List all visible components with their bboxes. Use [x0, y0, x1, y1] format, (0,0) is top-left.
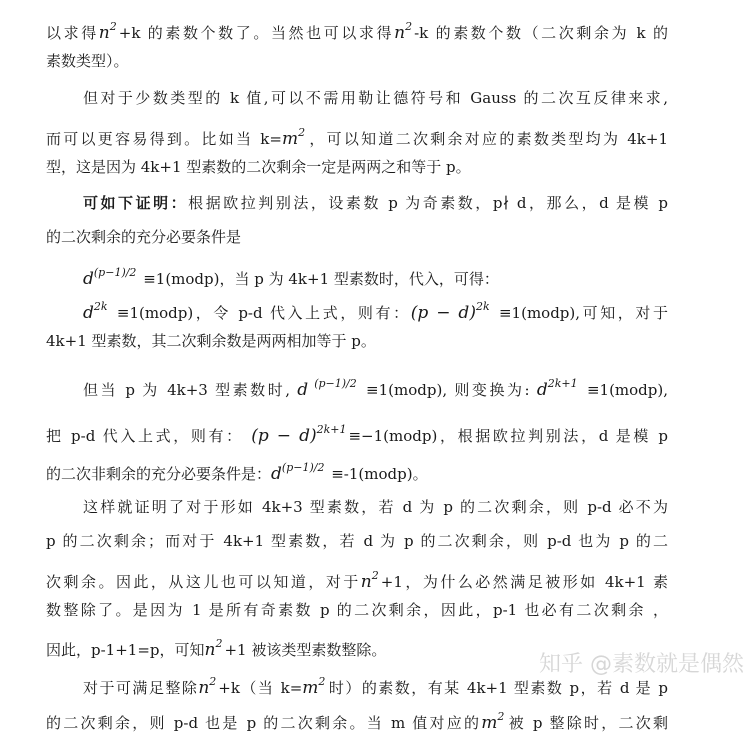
- math-exponent: 2: [318, 675, 326, 688]
- text-segment: ≡−1(modp)，根据欧拉判别法，d 是模 p: [348, 427, 668, 445]
- text-segment: 时）的素数，有某 4k+1 型素数 p，若 d 是 p: [327, 679, 668, 697]
- text-segment: 但对于少数类型的 k 值,可以不需用勒让德符号和 Gauss 的二次互反律来求,: [83, 89, 668, 107]
- math-exponent: 2: [215, 637, 223, 650]
- text-segment: ≡1(modp),: [579, 381, 668, 399]
- text-line: [46, 706, 668, 734]
- text-segment: 的二次剩余的充分必要条件是: [46, 228, 242, 246]
- text-segment: +1 被该类型素数整除。: [224, 641, 387, 659]
- math-exponent: 2: [298, 126, 306, 139]
- text-line: [46, 16, 668, 44]
- text-segment: 因此，p-1+1=p，可知: [46, 641, 205, 659]
- text-segment: 素数类型）。: [46, 52, 129, 70]
- text-segment: ≡1(modp), 则变换为:: [358, 381, 537, 399]
- math-exponent: 2: [497, 710, 505, 723]
- math-exponent: 2k: [93, 300, 108, 313]
- math-symbol: d: [536, 380, 548, 400]
- text-segment: 型，这是因为 4k+1 型素数的二次剩余一定是两两之和等于 p。: [46, 158, 471, 176]
- math-exponent: 2k+1: [316, 423, 347, 436]
- text-segment: 对于可满足整除: [83, 679, 199, 697]
- text-segment: +k（当 k=: [218, 679, 303, 697]
- text-line: [46, 565, 668, 593]
- math-symbol: n: [198, 678, 210, 698]
- text-segment: 以求得: [46, 24, 99, 42]
- text-segment: 但当 p 为 4k+3 型素数时,: [83, 381, 298, 399]
- math-exponent: (p−1)/2: [281, 461, 325, 474]
- text-segment: 这样就证明了对于形如 4k+3 型素数，若 d 为 p 的二次剩余，则 p-d 必不为: [83, 498, 668, 516]
- text-segment: 把 p-d 代入上式，则有：: [46, 427, 252, 445]
- math-symbol: (p − d): [251, 426, 317, 446]
- math-symbol: d: [83, 269, 94, 289]
- math-symbol: m: [302, 678, 319, 698]
- text-segment: 而可以更容易得到。比如当 k=: [46, 130, 282, 148]
- text-line: [83, 496, 668, 518]
- math-symbol: d: [83, 303, 94, 323]
- math-exponent: (p−1)/2: [308, 377, 357, 390]
- text-line: [46, 419, 668, 447]
- text-segment: 4k+1 型素数，其二次剩余数是两两相加等于 p。: [46, 332, 376, 350]
- math-exponent: 2: [109, 20, 117, 33]
- text-line: [83, 296, 668, 324]
- math-symbol: n: [98, 23, 110, 43]
- text-segment: -k 的素数个数（二次剩余为 k 的: [414, 24, 668, 42]
- text-segment: 数整除了。是因为 1 是所有奇素数 p 的二次剩余，因此，p-1 也必有二次剩余 ，: [46, 601, 668, 619]
- math-exponent: 2: [405, 20, 413, 33]
- math-exponent: (p−1)/2: [93, 266, 137, 279]
- text-segment: p 的二次剩余；而对于 4k+1 型素数，若 d 为 p 的二次剩余，则 p-d 也为 p 的二: [46, 532, 668, 550]
- math-symbol: d: [297, 380, 309, 400]
- math-exponent: 2: [209, 675, 217, 688]
- text-line: [46, 156, 668, 178]
- text-line: [83, 192, 668, 214]
- text-segment: 的二次剩余，则 p-d 也是 p 的二次剩余。当 m 值对应的: [46, 714, 482, 732]
- text-segment: ≡1(modp),可知，对于: [491, 304, 668, 322]
- text-segment: +k 的素数个数了。当然也可以求得: [118, 24, 395, 42]
- math-symbol: n: [360, 572, 372, 592]
- watermark: 知乎 @素数就是偶然: [539, 652, 744, 677]
- text-line: [46, 457, 668, 485]
- text-line: [83, 87, 668, 109]
- bold-text: 可如下证明：: [83, 194, 189, 212]
- math-exponent: 2k: [475, 300, 490, 313]
- text-segment: 次剩余。因此，从这儿也可以知道，对于: [46, 573, 361, 591]
- text-line: [46, 226, 668, 248]
- text-line: [46, 330, 668, 352]
- math-symbol: n: [204, 640, 216, 660]
- text-segment: ≡1(modp)，当 p 为 4k+1 型素数时，代入，可得：: [138, 270, 499, 288]
- math-exponent: 2k+1: [547, 377, 578, 390]
- text-line: [46, 122, 668, 150]
- math-symbol: n: [394, 23, 406, 43]
- math-symbol: d: [271, 464, 282, 484]
- text-line: [46, 530, 668, 552]
- math-exponent: 2: [371, 569, 379, 582]
- text-segment: 的二次非剩余的充分必要条件是：: [46, 465, 272, 483]
- text-segment: ≡-1(modp)。: [326, 465, 428, 483]
- text-line: [83, 373, 668, 401]
- text-segment: 根据欧拉判别法，设素数 p 为奇素数，p∤ d，那么，d 是模 p: [188, 194, 668, 212]
- text-line: [83, 262, 668, 290]
- math-symbol: m: [481, 713, 498, 733]
- text-segment: ≡1(modp)，令 p-d 代入上式，则有：: [109, 304, 411, 322]
- text-segment: 被 p 整除时，二次剩: [506, 714, 669, 732]
- text-segment: +1，为什么必然满足被形如 4k+1 素: [380, 573, 668, 591]
- text-line: [46, 599, 668, 621]
- math-symbol: m: [281, 129, 299, 149]
- text-segment: ，可以知道二次剩余对应的素数类型均为 4k+1: [307, 130, 668, 148]
- math-symbol: (p − d): [410, 303, 476, 323]
- text-line: [46, 50, 668, 72]
